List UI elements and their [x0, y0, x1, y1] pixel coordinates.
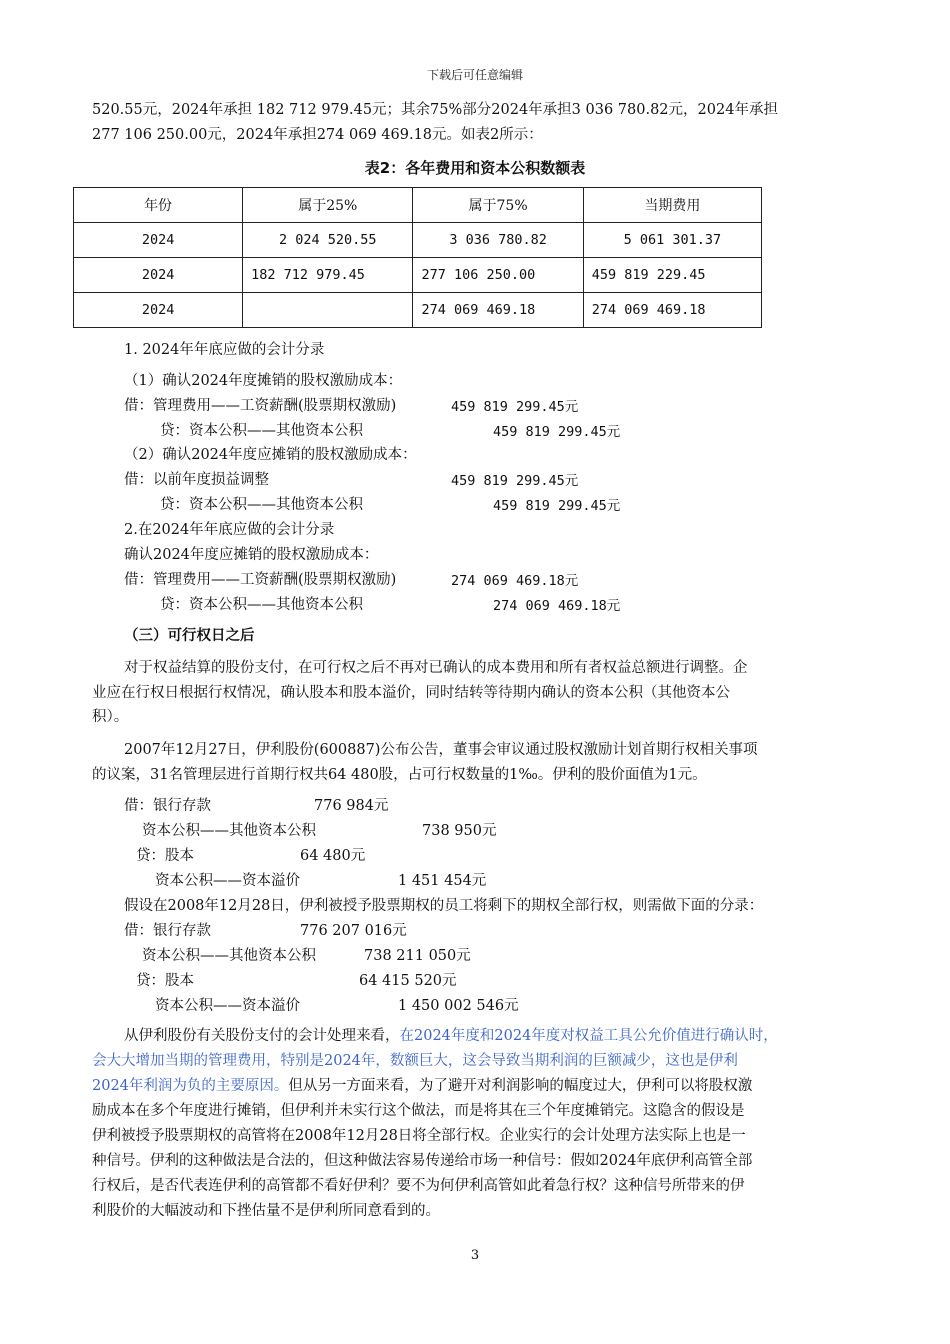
table-row [74, 258, 762, 293]
journal-1-credit-2-amount: 1 451 454元 [398, 873, 487, 889]
journal-2-debit-1: 借：银行存款 [124, 923, 211, 939]
journal-2-debit-1-amount: 776 207 016元 [300, 923, 407, 939]
paragraph-2-line-2: 的议案，31名管理层进行首期行权共64 480股，占可行权数量的1‰。伊利的股价面值为1元。 [92, 767, 707, 783]
entry-1-credit-amount: 459 819 299.45元 [493, 424, 621, 440]
conclusion-highlight-3: 2024年利润为负的主要原因。 [92, 1078, 289, 1094]
journal-2-credit-2: 资本公积——资本溢价 [155, 998, 300, 1014]
table-row [74, 223, 762, 258]
table-header-cell: 属于25% [243, 188, 413, 223]
entry-2-debit: 借：以前年度损益调整 [124, 472, 269, 488]
table-cell: 2 024 520.55 [243, 223, 413, 258]
table-row [74, 293, 762, 328]
table-cell: 3 036 780.82 [413, 223, 583, 258]
page-header: 下载后可任意编辑 [426, 68, 523, 82]
conclusion-highlight-1: 在2024年度和2024年度对权益工具公允价值进行确认时， [399, 1028, 778, 1044]
journal-1-credit-2: 资本公积——资本溢价 [155, 873, 300, 889]
section-1-item-b: （2）确认2024年度应摊销的股权激励成本： [124, 447, 417, 463]
entry-3-credit: 贷：资本公积——其他资本公积 [160, 597, 363, 613]
entry-3-debit-amount: 274 069 469.18元 [451, 573, 579, 589]
table-cell: 459 819 229.45 [583, 258, 761, 293]
expense-table [73, 187, 762, 328]
journal-1-credit-1: 贷：股本 [136, 848, 194, 864]
entry-3-debit: 借：管理费用——工资薪酬(股票期权激励) [124, 572, 397, 588]
journal-2-debit-2-amount: 738 211 050元 [364, 948, 471, 964]
entry-2-credit-amount: 459 819 299.45元 [493, 498, 621, 514]
section-2-title: 2.在2024年年底应做的会计分录 [124, 522, 335, 538]
section-1-title: 1. 2024年年底应做的会计分录 [124, 342, 325, 358]
journal-2-debit-2: 资本公积——其他资本公积 [142, 948, 316, 964]
journal-2-credit-1: 贷：股本 [136, 973, 194, 989]
journal-1-debit-1: 借：银行存款 [124, 798, 211, 814]
journal-1-credit-1-amount: 64 480元 [300, 848, 366, 864]
table-cell: 277 106 250.00 [413, 258, 583, 293]
assumption-line: 假设在2008年12月28日，伊利被授予股票期权的员工将剩下的期权全部行权，则需做下面的分录： [124, 898, 764, 914]
conclusion-line-3 [92, 1076, 752, 1096]
table-cell: 5 061 301.37 [583, 223, 761, 258]
entry-2-credit: 贷：资本公积——其他资本公积 [160, 497, 363, 513]
journal-2-credit-2-amount: 1 450 002 546元 [398, 998, 519, 1014]
entry-1-debit: 借：管理费用——工资薪酬(股票期权激励) [124, 398, 397, 414]
table-header-cell: 当期费用 [583, 188, 761, 223]
paragraph-2-line-1: 2007年12月27日，伊利股份(600887)公布公告，董事会审议通过股权激励计划首期行权相关事项 [124, 742, 758, 758]
table-cell: 2024 [74, 293, 243, 328]
entry-2-debit-amount: 459 819 299.45元 [451, 473, 579, 489]
journal-1-debit-1-amount: 776 984元 [314, 798, 389, 814]
conclusion-line-1 [124, 1026, 778, 1046]
entry-3-credit-amount: 274 069 469.18元 [493, 598, 621, 614]
paragraph-1-line-2: 业应在行权日根据行权情况，确认股本和股本溢价，同时结转等待期内确认的资本公积（其他资本公 [92, 685, 730, 701]
section-3-heading: （三）可行权日之后 [124, 628, 255, 644]
table-header-cell: 年份 [74, 188, 243, 223]
journal-1-debit-2: 资本公积——其他资本公积 [142, 823, 316, 839]
journal-2-credit-1-amount: 64 415 520元 [359, 973, 457, 989]
paragraph-1-line-3: 积）。 [92, 709, 129, 725]
conclusion-line-7: 行权后，是否代表连伊利的高管都不看好伊利？要不为何伊利高管如此着急行权？这种信号所带来的伊 [92, 1178, 745, 1194]
journal-1-debit-2-amount: 738 950元 [422, 823, 497, 839]
conclusion-line-1-start: 从伊利股份有关股份支付的会计处理来看， [124, 1028, 400, 1044]
conclusion-line-4: 励成本在多个年度进行摊销，但伊利并未实行这个做法，而是将其在三个年度摊销完。这隐含的假设是 [92, 1103, 745, 1119]
table-cell: 2024 [74, 258, 243, 293]
table-cell [243, 293, 413, 328]
section-2-item-a: 确认2024年度应摊销的股权激励成本： [124, 547, 379, 563]
conclusion-line-5: 伊利被授予股票期权的高管将在2008年12月28日将全部行权。企业实行的会计处理方法实际上也是一 [92, 1128, 746, 1144]
intro-line-1: 520.55元，2024年承担 182 712 979.45元；其余75%部分2024年承担3 036 780.82元，2024年承担 [92, 102, 778, 118]
paragraph-1-line-1: 对于权益结算的股份支付，在可行权之后不再对已确认的成本费用和所有者权益总额进行调整。企 [124, 660, 748, 676]
table-header-row [74, 188, 762, 223]
conclusion-line-8: 利股价的大幅波动和下挫估量不是伊利所同意看到的。 [92, 1203, 440, 1219]
table-cell: 182 712 979.45 [243, 258, 413, 293]
entry-1-credit: 贷：资本公积——其他资本公积 [160, 423, 363, 439]
intro-line-2: 277 106 250.00元，2024年承担274 069 469.18元。如表2所示： [92, 127, 543, 143]
table-header-cell: 属于75% [413, 188, 583, 223]
section-1-item-a: （1）确认2024年度摊销的股权激励成本： [124, 373, 403, 389]
conclusion-line-3-end: 但从另一方面来看，为了避开对利润影响的幅度过大，伊利可以将股权激 [288, 1078, 753, 1094]
page-number: 3 [470, 1248, 480, 1263]
entry-1-debit-amount: 459 819 299.45元 [451, 399, 579, 415]
table-cell: 274 069 469.18 [413, 293, 583, 328]
table-cell: 2024 [74, 223, 243, 258]
table-title: 表2：各年费用和资本公积数额表 [364, 159, 586, 177]
table-cell: 274 069 469.18 [583, 293, 761, 328]
conclusion-highlight-2: 会大大增加当期的管理费用，特别是2024年，数额巨大，这会导致当期利润的巨额减少，这也是伊利 [92, 1053, 738, 1069]
conclusion-line-6: 种信号。伊利的这种做法是合法的，但这种做法容易传递给市场一种信号：假如2024年底伊利高管全部 [92, 1153, 753, 1169]
